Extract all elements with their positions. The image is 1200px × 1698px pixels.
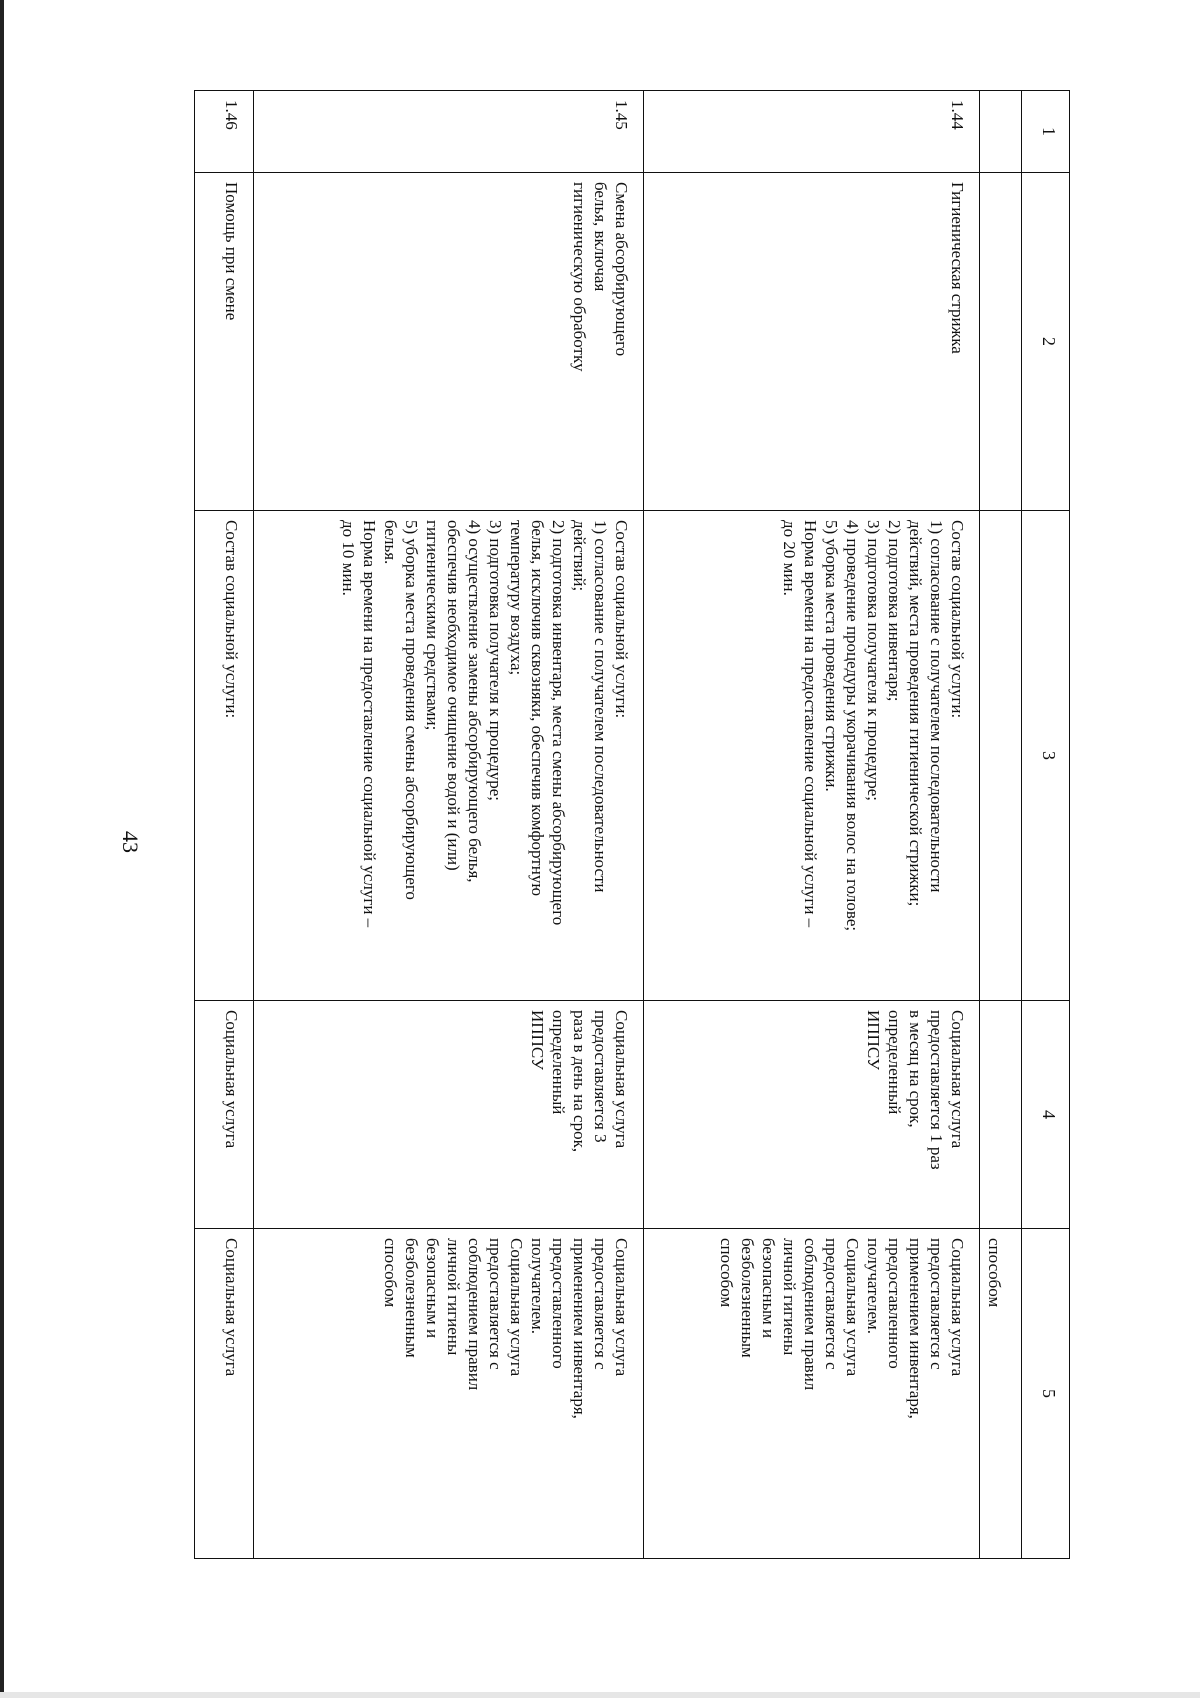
text-line: белья, включая [591, 182, 610, 292]
text-line: обеспечив необходимое очищение водой и (или) [444, 520, 463, 871]
text-line: Социальная услуга [843, 1238, 862, 1377]
text-line: ИППСУ [528, 1010, 547, 1070]
text-line: предоставляется с [591, 1238, 610, 1370]
text-line: предоставляется 1 раз [927, 1010, 946, 1170]
text-line: соблюдением правил [465, 1238, 484, 1391]
text-line: применением инвентаря, [570, 1238, 589, 1419]
text-line: Помощь при смене [222, 182, 241, 321]
text-line: Смена абсорбирующего [612, 182, 631, 357]
text-line: предоставляется с [822, 1238, 841, 1370]
scan-edge-bottom [0, 1692, 1200, 1698]
text-line: безболезненным [738, 1238, 757, 1358]
header-cell-3: 3 [1022, 511, 1070, 1001]
service-conditions [644, 1229, 980, 1559]
text-line: личной гигиены [780, 1238, 799, 1356]
service-conditions [254, 1229, 644, 1559]
text-line: определенный [885, 1010, 904, 1115]
text-line: 4) проведение процедуры укорачивания волос на голове; [843, 520, 862, 932]
rotated-table-wrapper [195, 90, 1070, 1558]
text-line: белья, исключив сквозняки, обеспечив комфортную [528, 520, 547, 897]
text-line: получателем. [864, 1238, 883, 1335]
text-line: 2) подготовка инвентаря; [885, 520, 904, 702]
text-line: Состав социальной услуги: [222, 520, 241, 719]
text-line: температуру воздуха; [507, 520, 526, 676]
text-line: ИППСУ [864, 1010, 883, 1070]
service-name [644, 173, 980, 511]
text-line: гигиеническими средствами; [423, 520, 442, 731]
service-conditions [195, 1229, 254, 1559]
text-line: предоставляется с [486, 1238, 505, 1370]
text-line: предоставленного [885, 1238, 904, 1369]
text-line: 2) подготовка инвентаря, места смены абсорбирующего [549, 520, 568, 926]
header-cell-4: 4 [1022, 1001, 1070, 1229]
text-line: определенный [549, 1010, 568, 1115]
text-line: способом [381, 1238, 400, 1308]
text-line: безболезненным [402, 1238, 421, 1358]
text-line: предоставленного [549, 1238, 568, 1369]
table-body [195, 91, 1070, 1559]
text-line: 5) уборка места проведения стрижки. [822, 520, 841, 792]
text-line: 4) осуществление замены абсорбирующего белья, [465, 520, 484, 883]
continuation-row [980, 91, 1022, 1559]
service-number: 1.46 [195, 91, 254, 173]
service-name [254, 173, 644, 511]
text-line: способом [717, 1238, 736, 1308]
header-cell-5: 5 [1022, 1229, 1070, 1559]
text-line: 1) согласование с получателем последовательности [591, 520, 610, 893]
service-content [195, 511, 254, 1001]
text-line: Гигиеническая стрижка [948, 182, 967, 354]
service-number: 1.44 [644, 91, 980, 173]
continuation-cell-4 [980, 1001, 1022, 1229]
service-period [644, 1001, 980, 1229]
text-line: Социальная услуга [612, 1010, 631, 1149]
text-line: Состав социальной услуги: [612, 520, 631, 719]
service-content [254, 511, 644, 1001]
text-line: Норма времени на предоставление социальной услуги – [360, 520, 379, 928]
header-row [1022, 91, 1070, 1559]
text-line: 5) уборка места проведения смены абсорбирующего [402, 520, 421, 900]
service-name [195, 173, 254, 511]
table-row [644, 91, 980, 1559]
text-line: гигиеническую обработку [570, 182, 589, 372]
text-line: Социальная услуга [612, 1238, 631, 1377]
text-line: Социальная услуга [222, 1238, 241, 1377]
text-line: Состав социальной услуги: [948, 520, 967, 719]
text-line: получателем. [528, 1238, 547, 1335]
text-line: 3) подготовка получателя к процедуре; [486, 520, 505, 802]
page-number: 43 [118, 831, 143, 853]
text-line: до 10 мин. [339, 520, 358, 596]
service-content [644, 511, 980, 1001]
continuation-line: способом [985, 1238, 1004, 1308]
text-line: личной гигиены [444, 1238, 463, 1356]
continuation-cell-1 [980, 91, 1022, 173]
text-line: безопасным и [423, 1238, 442, 1339]
text-line: раза в день на срок, [570, 1010, 589, 1153]
continuation-cell-5 [980, 1229, 1022, 1559]
text-line: в месяц на срок, [906, 1010, 925, 1128]
text-line: Социальная услуга [222, 1010, 241, 1149]
continuation-cell-3 [980, 511, 1022, 1001]
table-row [254, 91, 644, 1559]
text-line: безопасным и [759, 1238, 778, 1339]
text-line: применением инвентаря, [906, 1238, 925, 1419]
service-period [254, 1001, 644, 1229]
services-table [194, 90, 1070, 1559]
text-line: Социальная услуга [948, 1238, 967, 1377]
continuation-cell-2 [980, 173, 1022, 511]
service-number: 1.45 [254, 91, 644, 173]
text-line: 3) подготовка получателя к процедуре; [864, 520, 883, 802]
service-period [195, 1001, 254, 1229]
text-line: предоставляется с [927, 1238, 946, 1370]
header-cell-2: 2 [1022, 173, 1070, 511]
text-line: 1) согласование с получателем последовательности [927, 520, 946, 893]
text-line: предоставляется 3 [591, 1010, 610, 1143]
text-line: действий; [570, 520, 589, 592]
text-line: действий, места проведения гигиенической стрижки; [906, 520, 925, 907]
header-cell-1: 1 [1022, 91, 1070, 173]
text-line: Социальная услуга [507, 1238, 526, 1377]
table-row [195, 91, 254, 1559]
text-line: Норма времени на предоставление социальной услуги – [801, 520, 820, 928]
text-line: Социальная услуга [948, 1010, 967, 1149]
text-line: соблюдением правил [801, 1238, 820, 1391]
text-line: белья. [381, 520, 400, 565]
scan-edge-left [0, 0, 4, 1698]
text-line: до 20 мин. [780, 520, 799, 596]
